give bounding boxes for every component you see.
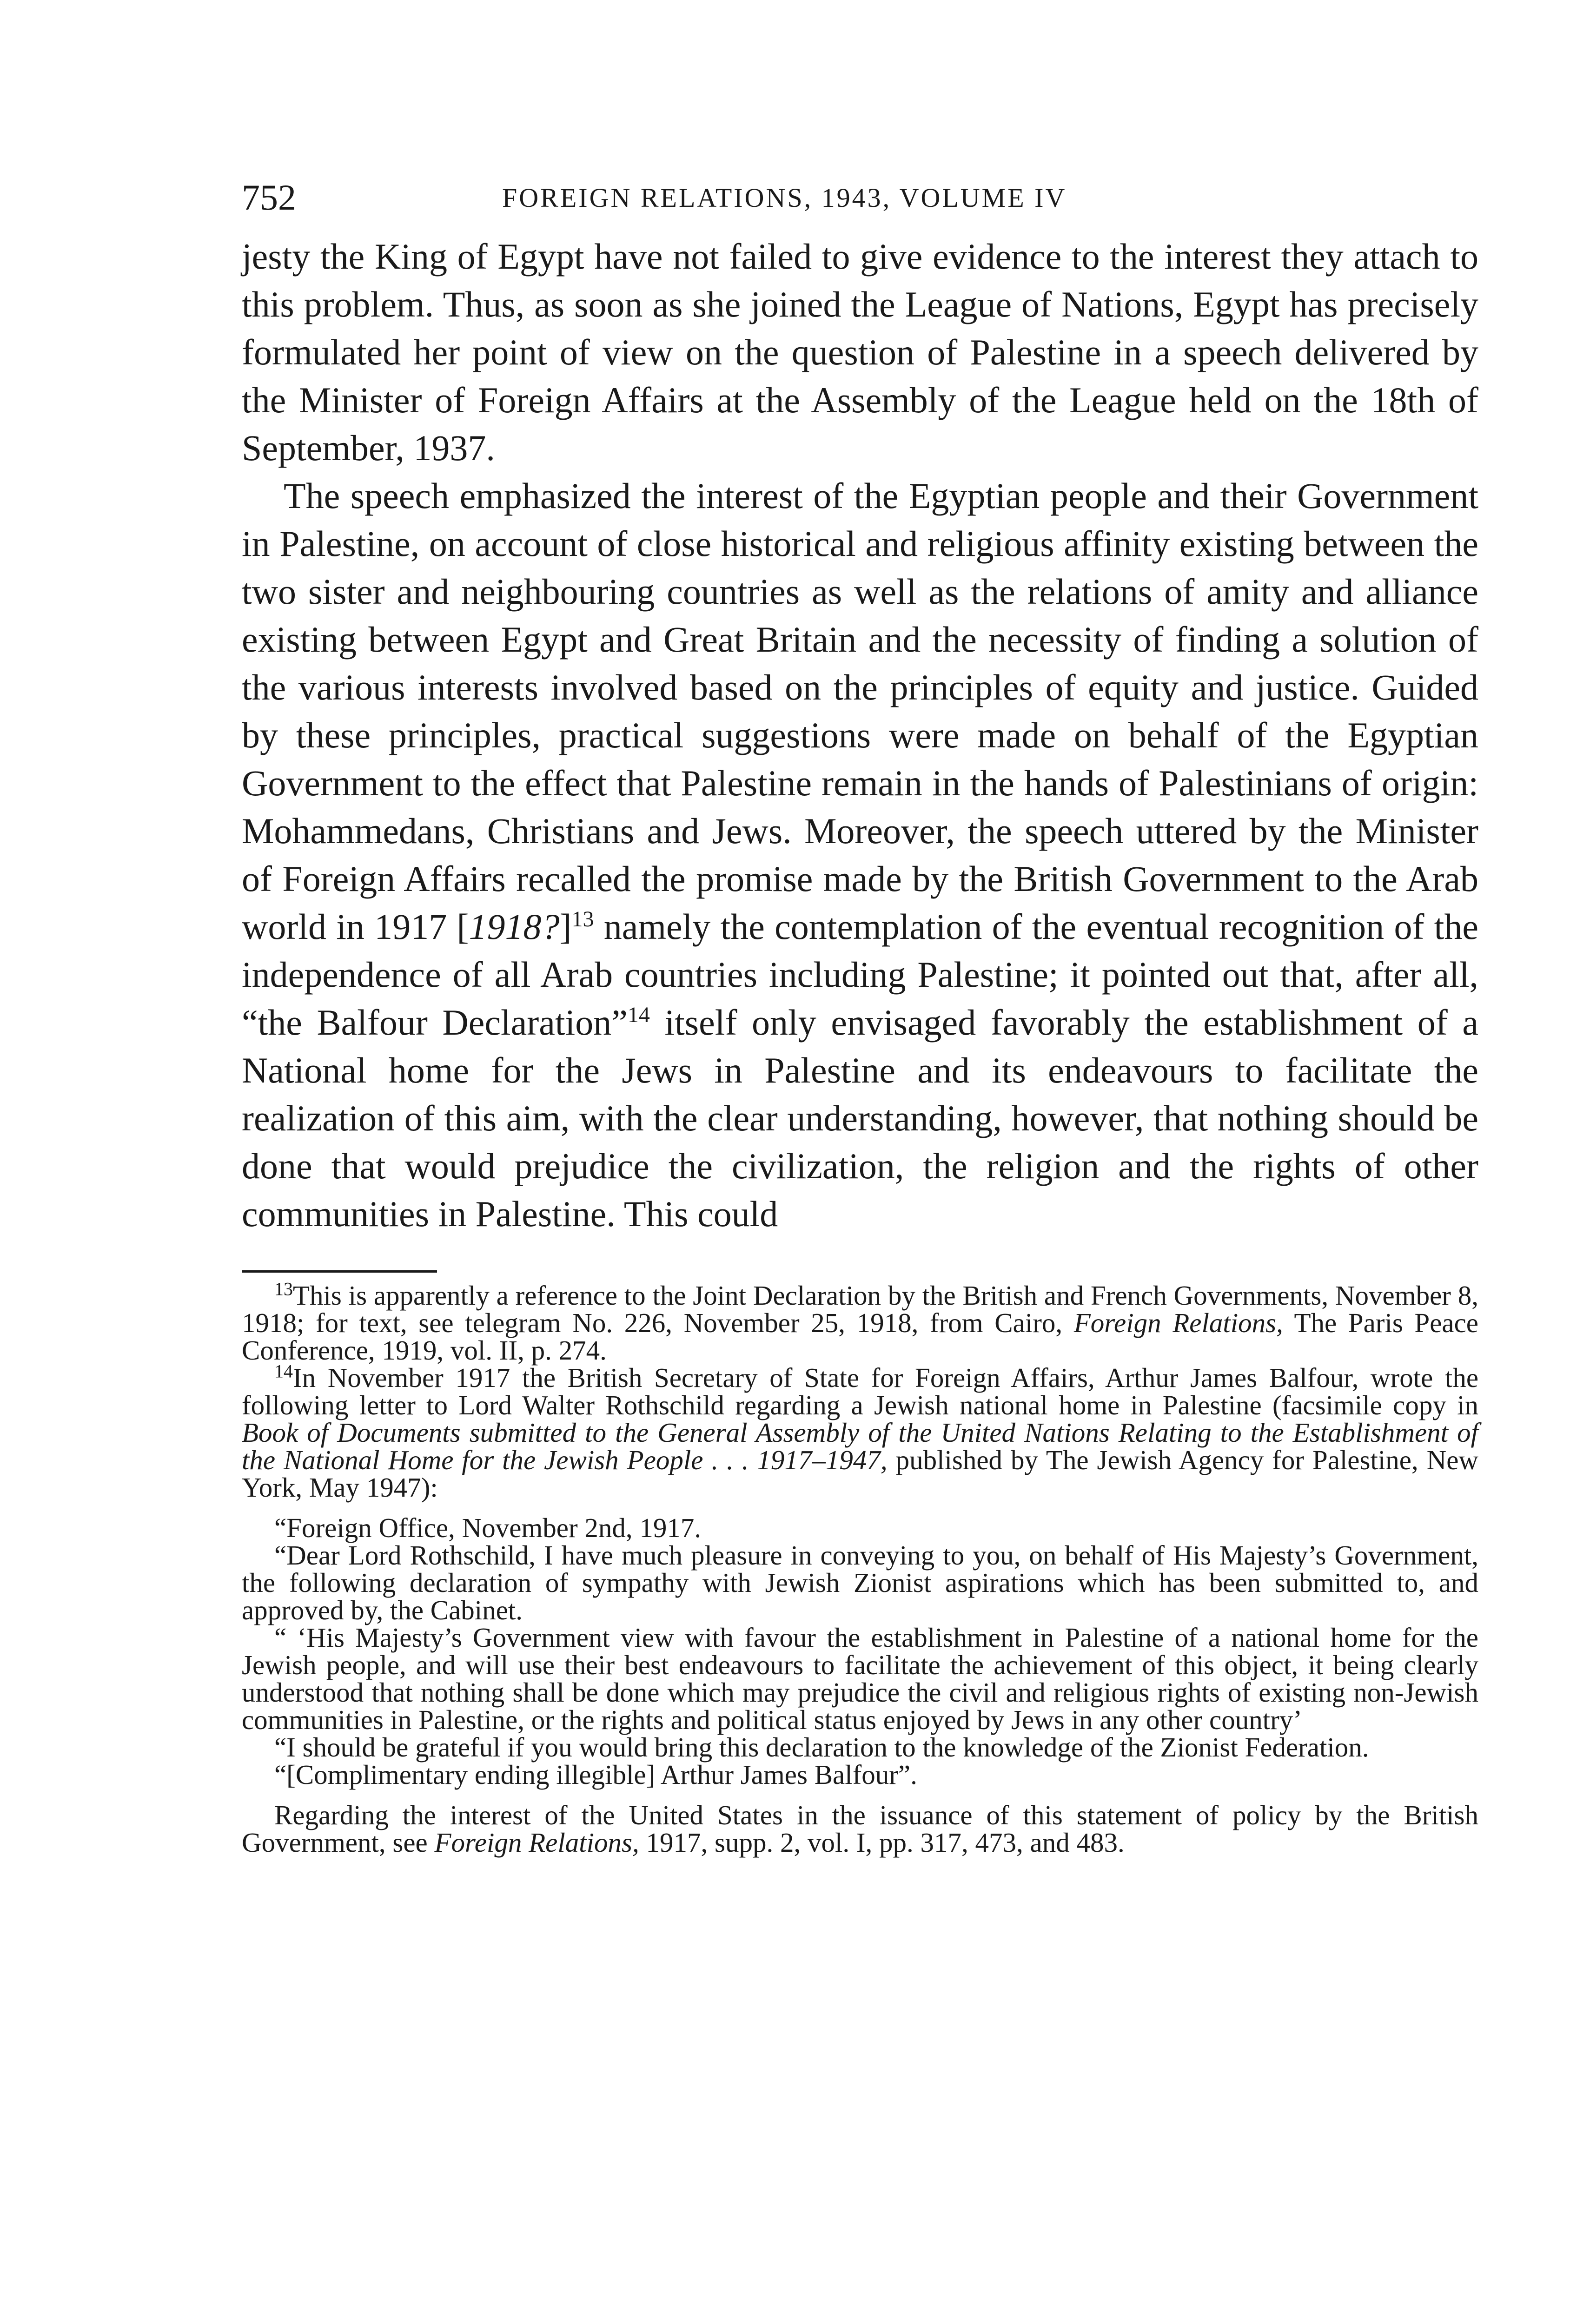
footnote-text: Regarding the interest of the United States in the issuance of this statement of policy by the British Government, see — [242, 1800, 1478, 1858]
running-title: FOREIGN RELATIONS, 1943, VOLUME IV — [502, 183, 1067, 213]
footnote-italic-title: Foreign Relations, — [1073, 1307, 1283, 1338]
footnote-italic-title: Book of Documents submitted to the General Assembly of the United Nations Relating to the Establishment of the National Home for the Jewish People . . . 1917–1947, — [242, 1417, 1478, 1475]
footnote-mark-14: 14 — [274, 1360, 293, 1382]
footnotes — [242, 1278, 1478, 1858]
letter-declaration: “ ‘His Majesty’s Government view with favour the establishment in Palestine of a national home for the Jewish people, and will use their best endeavours to facilitate the achievement of this object, it being clearly understood that nothing shall be done which may prejudice the civil and religious rights of existing non-Jewish communities in Palestine, or the rights and political status enjoyed by Jews in any other country’ — [242, 1622, 1478, 1735]
footnote-reference-14[interactable]: 14 — [627, 1003, 650, 1027]
paragraph-text: The speech emphasized the interest of the Egyptian people and their Government in Palestine, on account of close historical and religious affinity existing between the two sister and neighbouring countries as well as the relations of amity and alliance existing between Egypt and Great Britain and the necessity of finding a solution of the various interests involved based on the principles of equity and justice. Guided by these principles, practical suggestions were made on behalf of the Egyptian Government to the effect that Palestine remain in the hands of Palestinians of origin: Mohammedans, Christians and Jews. Moreover, the speech uttered by the Minister of Foreign Affairs recalled the promise made by the British Government to the Arab world in 1917 [ — [242, 475, 1478, 947]
letter-heading: “Foreign Office, November 2nd, 1917. — [274, 1512, 702, 1543]
body-text — [242, 232, 1478, 1238]
footnote-text: 1917, supp. 2, vol. I, pp. 317, 473, and 483. — [639, 1827, 1125, 1858]
footnote-mark-13: 13 — [274, 1278, 293, 1300]
footnote-volume: II — [499, 1335, 518, 1366]
letter-signature: “[Complimentary ending illegible] Arthur James Balfour”. — [274, 1759, 917, 1790]
footnote-text: This is apparently a reference to the Joint Declaration by the British and French Governments, November 8, 1918; for text, see telegram No. 226, November 25, 1918, from Cairo, — [242, 1280, 1478, 1338]
footnote-closing — [242, 1802, 1478, 1856]
footnote-reference-13[interactable]: 13 — [571, 907, 594, 931]
footnote-text: In November 1917 the British Secretary of State for Foreign Affairs, Arthur James Balfour, wrote the following letter to Lord Walter Rothschild regarding a Jewish national home in Palestine (facsimile copy in — [242, 1362, 1478, 1420]
footnote-13 — [242, 1278, 1478, 1366]
paragraph-continued: jesty the King of Egypt have not failed to give evidence to the interest they attach to this problem. Thus, as soon as she joined the League of Nations, Egypt has precisely formulated her point of view on the question of Palestine in a speech delivered by the Minister of Foreign Affairs at the Assembly of the League held on the 18th of September, 1937. — [242, 236, 1478, 468]
paragraph-speech — [242, 472, 1478, 1238]
footnote-text: , p. 274. — [517, 1335, 607, 1366]
footnote-14 — [242, 1360, 1478, 1503]
page-number: 752 — [242, 177, 296, 218]
footnote-text: published by The Jewish Agency for Palestine, New York, May 1947): — [242, 1445, 1478, 1503]
running-header — [242, 177, 1478, 232]
document-page — [242, 177, 1478, 1856]
footnote-italic-title: Foreign Relations, — [434, 1827, 639, 1858]
letter-paragraph: “I should be grateful if you would bring this declaration to the knowledge of the Zionist Federation. — [274, 1732, 1369, 1763]
footnote-text: The Paris Peace Conference, 1919, vol. — [242, 1307, 1478, 1366]
paragraph-text: namely the contemplation of the eventual recognition of the independence of all Arab countries including Palestine; it pointed out that, after all, “the Balfour Declaration” — [242, 906, 1478, 1043]
paragraph-text: itself only envisaged favorably the establishment of a National home for the Jews in Palestine and its endeavours to facilitate the realization of this aim, with the clear understanding, however, that nothing should be done that would prejudice the civilization, the religion and the rights of other communities in Palestine. This could — [242, 1002, 1478, 1234]
bracket-date: 1918? — [469, 906, 560, 947]
footnote-divider — [242, 1270, 437, 1273]
letter-paragraph: “Dear Lord Rothschild, I have much pleasure in conveying to you, on behalf of His Majesty’s Government, the following declaration of sympathy with Jewish Zionist aspirations which has been submitted to, and approved by, the Cabinet. — [242, 1540, 1478, 1625]
bracket-close: ] — [559, 906, 572, 947]
